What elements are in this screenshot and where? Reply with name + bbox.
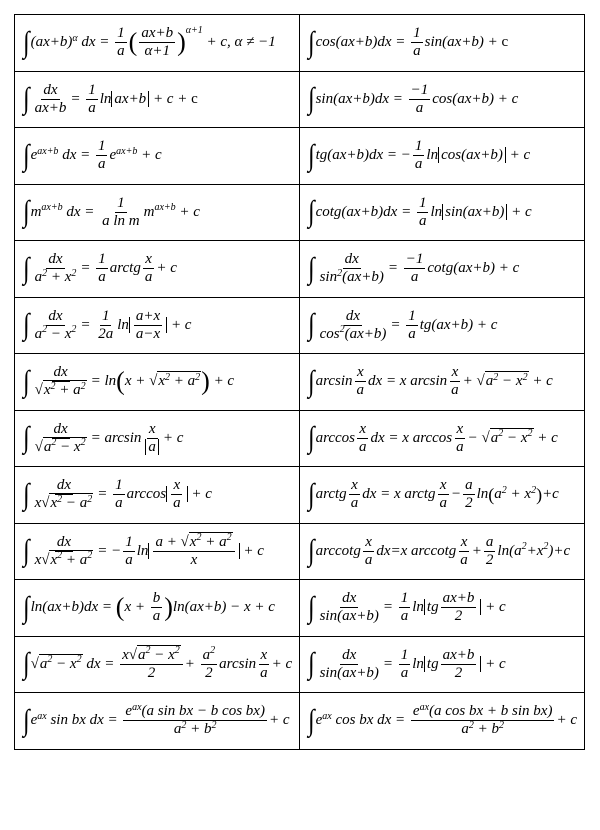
formula-cell-right [300,354,585,411]
formula-row [15,467,585,524]
integral-formula: $\int e^{ax+b}$ dx = $\frac{1}{a}$ $e^{ax+b} + c$ [23,138,162,173]
integral-formula: $\int√a^2 - x^2$ dx = $\frac{x√a^2 - x^2}{2}$ + $\frac{a^2}{2}$ arcsin $\frac{x}{a}$ + c [23,645,293,681]
integral-formula: ∫ $\frac{dx}{\sin(ax+b)}$ = $\frac{1}{a}$ ln tg $\frac{ax+b}{2}$ + c [308,646,506,681]
formula-cell-left [15,241,300,298]
formula-row [15,128,585,185]
formula-cell-right [300,71,585,128]
integral-formula: ∫ $\frac{dx}{a^2 - x^2}$ = $\frac{1}{2a}$ ln $\frac{a+x}{a-x}$ + c [23,307,192,342]
formula-cell-right [300,467,585,524]
integral-formula: $\int e^{ax}$ cos bx dx = $e^{ax}(a$ cos bx + b sin bx) $a^2 + b^2$ + c [308,701,577,738]
formula-cell-left [15,523,300,580]
formula-cell-right [300,184,585,241]
integral-formula: ∫ $\frac{dx}{x√x^2 - a^2}$ = $\frac{1}{a}$ arccos $\frac{x}{a}$ + c [23,477,212,512]
formula-cell-right [300,297,585,354]
formula-row [15,71,585,128]
formula-cell-left [15,636,300,693]
integral-formula: ∫cos(ax+b)dx = $\frac{1}{a}$ sin(ax+b) + c [308,25,509,60]
integral-formula: ∫cotg(ax+b)dx = $\frac{1}{a}$ ln sin(ax+b) + c [308,194,532,229]
integral-formula: ∫ $\frac{dx}{√a^2 - x^2}$ = arcsin $\frac{x}{a}$ + c [23,420,184,455]
formula-cell-left [15,15,300,72]
formula-row [15,15,585,72]
formula-cell-left [15,410,300,467]
formula-row [15,636,585,693]
integral-formula: ∫arctg $\frac{x}{a}$ dx = x arctg $\frac{x}{a}$ − $\frac{a}{2}$ $\ln(a^2 + x^2)+c$ [308,477,559,512]
formula-row [15,693,585,750]
integral-formula: ∫arccos $\frac{x}{a}$ dx = x arccos $\frac{x}{a}$ − $√a^2 - x^2 + c$ [308,420,558,455]
integral-formula: ∫ $\frac{dx}{\sin^2(ax+b)}$ = $\frac{-1}{a}$ cotg(ax+b) + c [308,251,520,286]
formula-cell-left [15,297,300,354]
formula-cell-left [15,580,300,637]
formula-cell-right [300,410,585,467]
formula-cell-left [15,354,300,411]
integral-formula: ∫ $\frac{dx}{\sin(ax+b)}$ = $\frac{1}{a}$ ln tg $\frac{ax+b}{2}$ + c [308,590,506,625]
integral-formula: $\int m^{ax+b}$ dx = $\frac{1}{\text{a ln m}}$ $m^{ax+b} + c$ [23,194,200,229]
integral-formula: ∫ $\frac{dx}{a^2 + x^2}$ = $\frac{1}{a}$ arctg $\frac{x}{a}$ + c [23,251,177,286]
formula-cell-left [15,128,300,185]
integral-formula: ∫ $\frac{dx}{x√x^2 + a^2}$ = − $\frac{1}{a}$ ln $\frac{a + √x^2 + a^2}{x}$ + c [23,532,264,568]
formula-cell-right [300,241,585,298]
formula-row [15,354,585,411]
formula-cell-left [15,71,300,128]
formula-cell-right [300,128,585,185]
integral-formula: ∫tg(ax+b)dx = − $\frac{1}{a}$ ln cos(ax+b) + c [308,138,531,173]
formula-row [15,523,585,580]
integral-formula: ∫ln(ax+b)dx = (x + $\frac{b}{a}$ )ln(ax+b) − x + c [23,590,275,625]
integral-formula: ∫sin(ax+b)dx = $\frac{-1}{a}$ cos(ax+b) + c [308,81,519,116]
formula-cell-left [15,467,300,524]
integral-formula: ∫arccotg $\frac{x}{a}$ dx=x arccotg $\frac{x}{a}$ + $\frac{a}{2}$ $\ln(a^2+x^2)+c$ [308,533,571,568]
integral-formula: ∫ $\frac{dx}{ax+b}$ = $\frac{1}{a}$ ln ax+b + c + c [23,81,198,116]
formula-cell-right [300,580,585,637]
formula-cell-right [300,693,585,750]
integral-formula: $\int e^{ax}$ sin bx dx = $e^{ax}(a$ sin bx − b cos bx) $a^2 + b^2$ + c [23,701,290,738]
integral-formula: ∫ $\frac{dx}{√x^2 + a^2}$ = $\ln(x + √x^2 + a^2) + c$ [23,364,235,399]
formula-row [15,241,585,298]
formula-cell-right [300,15,585,72]
formula-row [15,297,585,354]
formula-cell-left [15,693,300,750]
integral-formula: $\int(ax+b)^\alpha$ dx = $\frac{1}{a}$ ( $\frac{ax+b}{\alpha+1}$ )$^{\alpha+1}$ + c, α ≠ −1 [23,25,276,60]
integral-formula: ∫arcsin $\frac{x}{a}$ dx = x arcsin $\frac{x}{a}$ + $√a^2 - x^2 + c$ [308,364,553,399]
formula-row [15,410,585,467]
formula-row [15,184,585,241]
formula-cell-right [300,636,585,693]
integral-formula: ∫ $\frac{dx}{\cos^2(ax+b)}$ = $\frac{1}{a}$ tg(ax+b) + c [308,307,498,342]
formula-row [15,580,585,637]
integral-formula-table [14,14,585,750]
formula-cell-left [15,184,300,241]
formula-cell-right [300,523,585,580]
